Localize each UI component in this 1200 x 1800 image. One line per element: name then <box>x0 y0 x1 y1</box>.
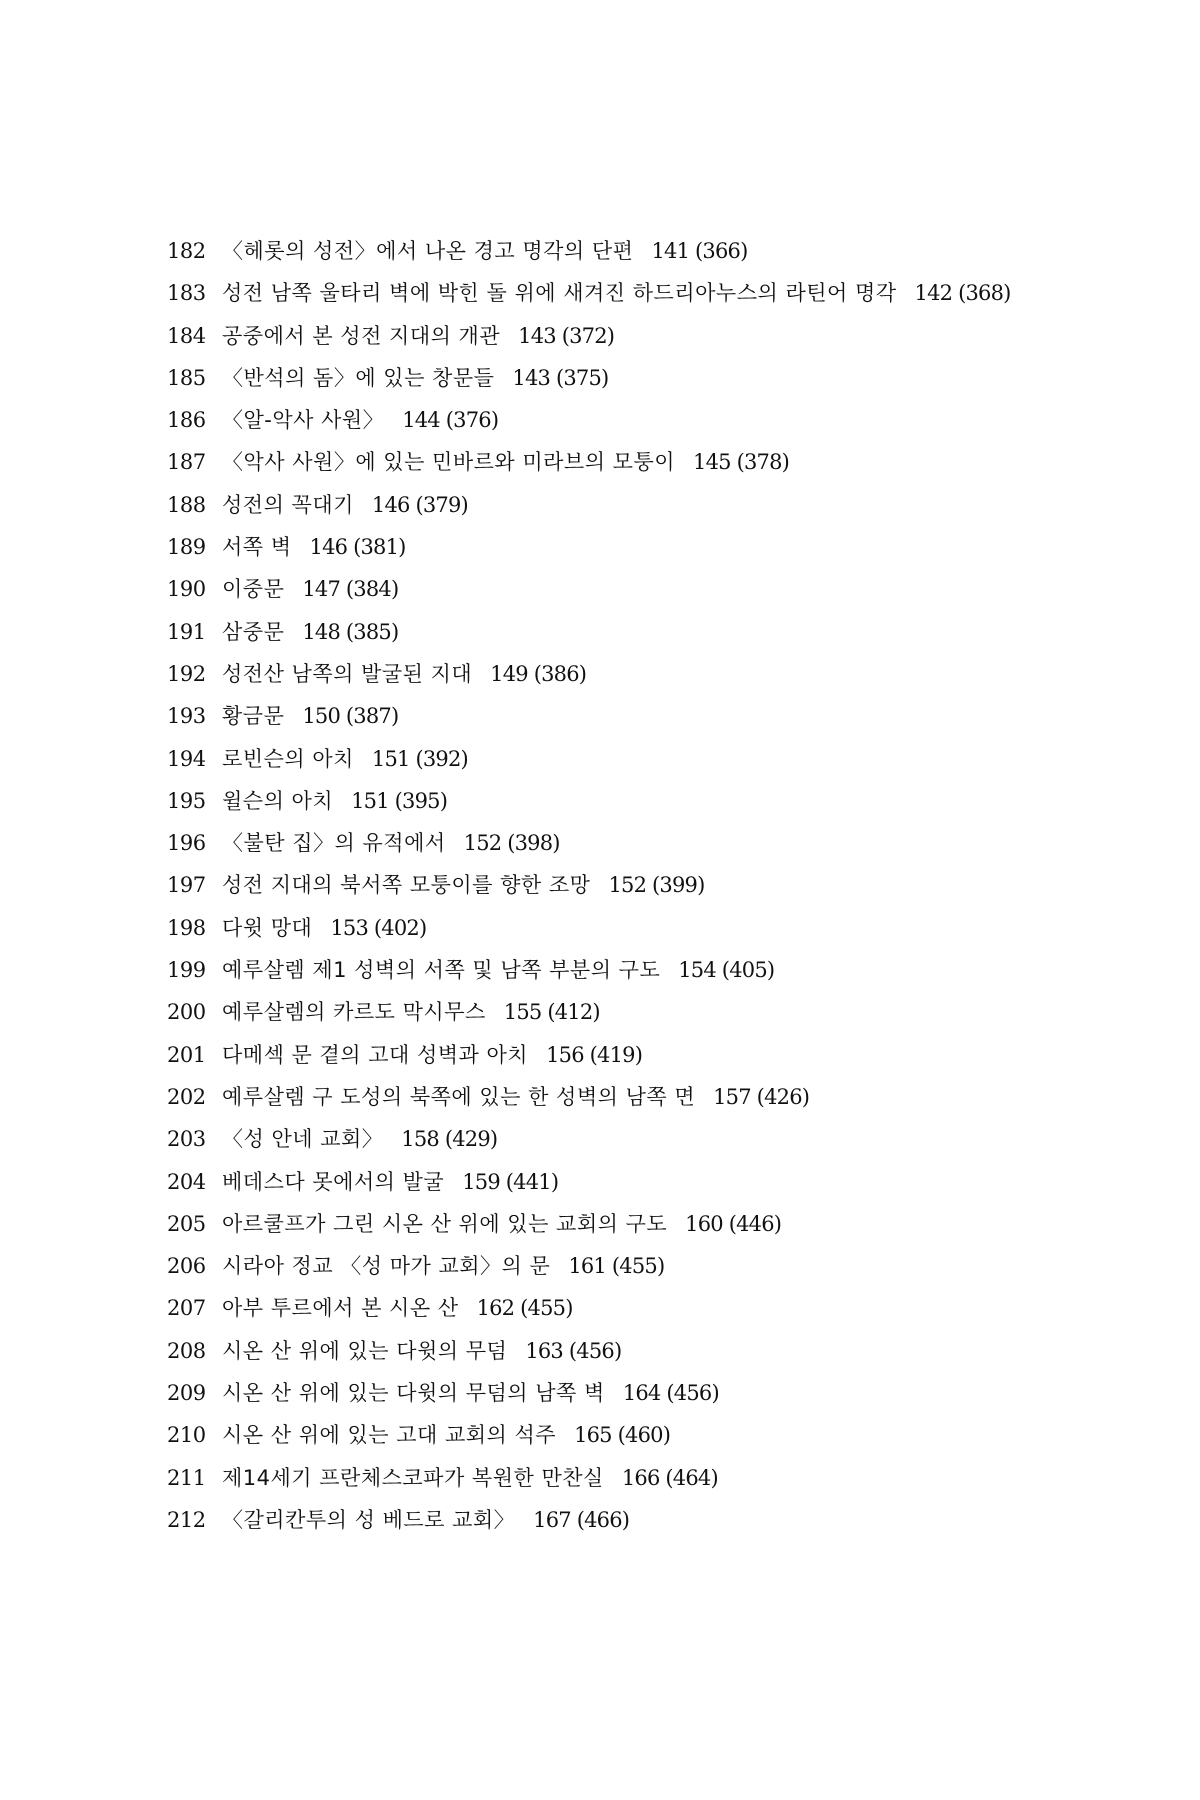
list-item <box>167 399 1167 441</box>
entry-page-reference: 164 (456) <box>622 1381 719 1406</box>
entry-number: 194 <box>167 746 206 771</box>
entry-title: 예루살렘 구 도성의 북쪽에 있는 한 성벽의 남쪽 면 <box>222 1084 696 1109</box>
entry-number: 187 <box>167 450 206 475</box>
entry-number: 207 <box>167 1296 206 1321</box>
list-item <box>167 653 1167 695</box>
entry-page-reference: 155 (412) <box>503 1000 600 1025</box>
entry-page-reference: 156 (419) <box>546 1042 643 1067</box>
list-item <box>167 1245 1167 1287</box>
list-item <box>167 441 1167 483</box>
entry-number: 188 <box>167 492 206 517</box>
entry-page-reference: 151 (395) <box>351 788 448 813</box>
entry-number: 201 <box>167 1042 206 1067</box>
entry-page-reference: 162 (455) <box>476 1296 573 1321</box>
entry-number: 192 <box>167 661 206 686</box>
entry-title: 〈악사 사원〉에 있는 민바르와 미라브의 모퉁이 <box>222 450 676 475</box>
entry-page-reference: 151 (392) <box>371 746 468 771</box>
entry-number: 183 <box>167 281 206 306</box>
entry-page-reference: 142 (368) <box>914 281 1011 306</box>
entry-number: 190 <box>167 577 206 602</box>
entry-page-reference: 146 (379) <box>371 492 468 517</box>
list-item <box>167 907 1167 949</box>
entry-page-reference: 163 (456) <box>525 1338 622 1363</box>
entry-title: 성전산 남쪽의 발굴된 지대 <box>222 661 473 686</box>
entry-number: 208 <box>167 1338 206 1363</box>
entry-number: 197 <box>167 873 206 898</box>
list-item <box>167 272 1167 314</box>
list-item <box>167 949 1167 991</box>
entry-number: 193 <box>167 704 206 729</box>
entry-number: 211 <box>167 1465 206 1490</box>
entry-title: 〈헤롯의 성전〉에서 나온 경고 명각의 단편 <box>222 239 634 263</box>
list-item <box>167 611 1167 653</box>
entry-number: 195 <box>167 788 206 813</box>
list-item <box>167 568 1167 610</box>
entry-title: 황금문 <box>222 704 285 729</box>
entry-title: 〈반석의 돔〉에 있는 창문들 <box>222 365 495 390</box>
entry-page-reference: 146 (381) <box>309 535 406 560</box>
entry-page-reference: 152 (399) <box>608 873 705 898</box>
entry-page-reference: 144 (376) <box>402 408 499 433</box>
list-item <box>167 780 1167 822</box>
list-item <box>167 1161 1167 1203</box>
list-item <box>167 1330 1167 1372</box>
entry-page-reference: 149 (386) <box>490 661 587 686</box>
entry-number: 198 <box>167 915 206 940</box>
entry-page-reference: 157 (426) <box>713 1084 810 1109</box>
entry-title: 베데스다 못에서의 발굴 <box>222 1169 445 1194</box>
entry-page-reference: 148 (385) <box>302 619 399 644</box>
list-item <box>167 1118 1167 1160</box>
entry-title: 다윗 망대 <box>222 915 313 940</box>
entry-page-reference: 154 (405) <box>678 958 775 983</box>
entry-page-reference: 161 (455) <box>568 1254 665 1279</box>
entry-number: 212 <box>167 1507 206 1532</box>
entry-page-reference: 167 (466) <box>533 1507 630 1532</box>
list-item <box>167 864 1167 906</box>
list-item <box>167 484 1167 526</box>
entry-number: 204 <box>167 1169 206 1194</box>
entry-number: 202 <box>167 1084 206 1109</box>
entry-title: 〈알-악사 사원〉 <box>222 408 385 433</box>
list-item <box>167 695 1167 737</box>
entry-title: 시온 산 위에 있는 다윗의 무덤 <box>222 1338 508 1363</box>
entry-number: 184 <box>167 323 206 348</box>
entry-title: 〈불탄 집〉의 유적에서 <box>222 831 446 856</box>
entry-number: 200 <box>167 1000 206 1025</box>
entry-title: 공중에서 본 성전 지대의 개관 <box>222 323 501 348</box>
list-item <box>167 1076 1167 1118</box>
entry-title: 제14세기 프란체스코파가 복원한 만찬실 <box>222 1465 604 1490</box>
entry-page-reference: 158 (429) <box>401 1127 498 1152</box>
entry-number: 206 <box>167 1254 206 1279</box>
list-item <box>167 1457 1167 1499</box>
list-item <box>167 357 1167 399</box>
list-item <box>167 738 1167 780</box>
entry-number: 203 <box>167 1127 206 1152</box>
list-item <box>167 1203 1167 1245</box>
entry-page-reference: 143 (375) <box>512 365 609 390</box>
entry-number: 199 <box>167 958 206 983</box>
entry-title: 다메섹 문 곁의 고대 성벽과 아치 <box>222 1042 529 1067</box>
entry-title: 이중문 <box>222 577 285 602</box>
entry-page-reference: 147 (384) <box>302 577 399 602</box>
entry-title: 시라아 정교 〈성 마가 교회〉의 문 <box>222 1254 551 1279</box>
entry-page-reference: 143 (372) <box>518 323 615 348</box>
list-item <box>167 991 1167 1033</box>
entry-page-reference: 153 (402) <box>330 915 427 940</box>
list-item <box>167 1372 1167 1414</box>
entry-title: 예루살렘 제1 성벽의 서쪽 및 남쪽 부분의 구도 <box>222 958 661 983</box>
entry-page-reference: 145 (378) <box>693 450 790 475</box>
list-item <box>167 315 1167 357</box>
list-item <box>167 822 1167 864</box>
entry-title: 윌슨의 아치 <box>222 788 334 813</box>
entry-number: 189 <box>167 535 206 560</box>
entry-title: 로빈슨의 아치 <box>222 746 354 771</box>
illustration-list <box>167 230 1167 1541</box>
entry-title: 예루살렘의 카르도 막시무스 <box>222 1000 486 1025</box>
entry-page-reference: 160 (446) <box>685 1211 782 1236</box>
entry-number: 186 <box>167 408 206 433</box>
entry-title: 아부 투르에서 본 시온 산 <box>222 1296 459 1321</box>
entry-title: 아르쿨프가 그린 시온 산 위에 있는 교회의 구도 <box>222 1211 668 1236</box>
entry-title: 시온 산 위에 있는 고대 교회의 석주 <box>222 1423 557 1448</box>
entry-title: 〈갈리칸투의 성 베드로 교회〉 <box>222 1507 516 1532</box>
entry-title: 성전 남쪽 울타리 벽에 박힌 돌 위에 새겨진 하드리아누스의 라틴어 명각 <box>222 281 897 306</box>
entry-number: 209 <box>167 1381 206 1406</box>
entry-number: 185 <box>167 365 206 390</box>
entry-title: 성전 지대의 북서쪽 모퉁이를 향한 조망 <box>222 873 591 898</box>
entry-number: 205 <box>167 1211 206 1236</box>
entry-title: 서쪽 벽 <box>222 535 292 560</box>
list-item <box>167 1034 1167 1076</box>
entry-number: 191 <box>167 619 206 644</box>
entry-page-reference: 165 (460) <box>574 1423 671 1448</box>
entry-page-reference: 141 (366) <box>651 239 748 263</box>
entry-number: 196 <box>167 831 206 856</box>
list-item <box>167 230 1167 272</box>
entry-page-reference: 166 (464) <box>621 1465 718 1490</box>
entry-page-reference: 159 (441) <box>462 1169 559 1194</box>
list-item <box>167 526 1167 568</box>
list-item <box>167 1499 1167 1541</box>
entry-title: 〈성 안네 교회〉 <box>222 1127 384 1152</box>
entry-title: 삼중문 <box>222 619 285 644</box>
list-item <box>167 1287 1167 1329</box>
entry-page-reference: 150 (387) <box>302 704 399 729</box>
entry-title: 성전의 꼭대기 <box>222 492 354 517</box>
entry-page-reference: 152 (398) <box>463 831 560 856</box>
entry-number: 182 <box>167 239 206 263</box>
entry-number: 210 <box>167 1423 206 1448</box>
entry-title: 시온 산 위에 있는 다윗의 무덤의 남쪽 벽 <box>222 1381 605 1406</box>
list-item <box>167 1414 1167 1456</box>
